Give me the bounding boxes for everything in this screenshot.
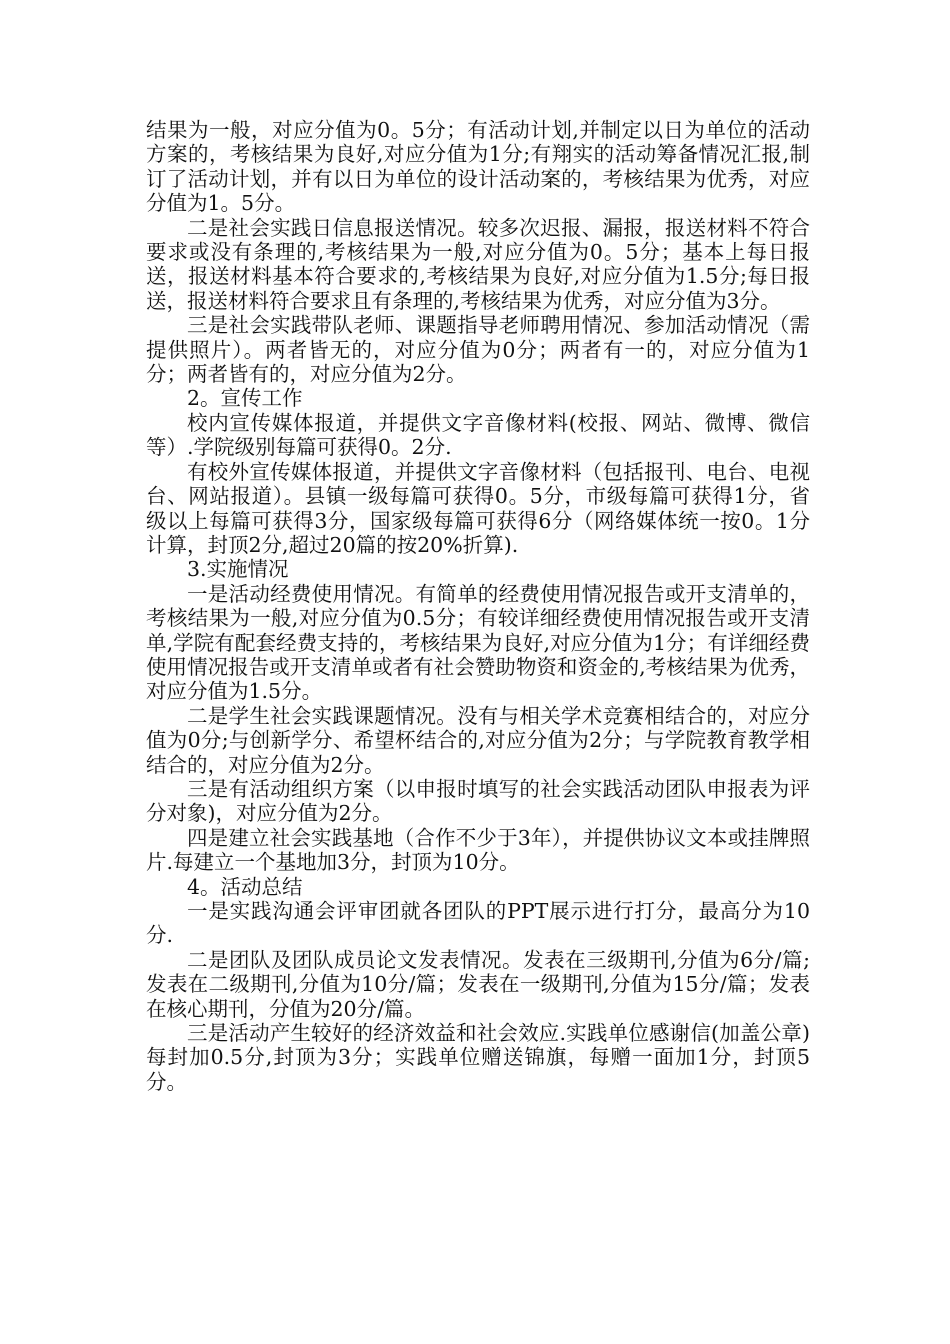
section-heading-implementation: 3.实施情况	[187, 557, 289, 582]
paragraph-social-effect: 三是活动产生较好的经济效益和社会效应.实践单位感谢信(加盖公章)每封加0.5分,封顶为3分；实践单位赠送锦旗，每赠一面加1分，封顶5分。	[146, 1021, 810, 1094]
paragraph-practice-base: 四是建立社会实践基地（合作不少于3年），并提供协议文本或挂牌照片.每建立一个基地加3分，封顶为10分。	[146, 825, 810, 875]
section-heading-publicity: 2。宣传工作	[187, 386, 303, 411]
paragraph-campus-media: 校内宣传媒体报道，并提供文字音像材料(校报、网站、微博、微信等）.学院级别每篇可获得0。2分.	[146, 410, 810, 460]
paragraph-daily-report: 二是社会实践日信息报送情况。较多次迟报、漏报，报送材料不符合要求或没有条理的,考核结果为一般,对应分值为0。5分；基本上每日报送，报送材料基本符合要求的,考核结果为良好,对应分值为1.5分;每日报送，报送材料符合要求且有条理的,考核结果为优秀，对应分值为3分。	[146, 215, 810, 313]
paragraph-external-media: 有校外宣传媒体报道，并提供文字音像材料（包括报刊、电台、电视台、网站报道）。县镇一级每篇可获得0。5分，市级每篇可获得1分，省级以上每篇可获得3分，国家级每篇可获得6分（网络媒体统一按0。1分计算，封顶2分,超过20篇的按20%折算).	[146, 459, 810, 557]
document-page	[146, 118, 810, 1094]
paragraph-research-topic: 二是学生社会实践课题情况。没有与相关学术竞赛相结合的，对应分值为0分;与创新学分、希望杯结合的,对应分值为2分；与学院教育教学相结合的，对应分值为2分。	[146, 703, 810, 777]
paragraph-organization-plan: 三是有活动组织方案（以申报时填写的社会实践活动团队申报表为评分对象)，对应分值为2分。	[146, 776, 810, 826]
paragraph-teacher-hiring: 三是社会实践带队老师、课题指导老师聘用情况、参加活动情况（需提供照片）。两者皆无的，对应分值为0分；两者有一的，对应分值为1分；两者皆有的，对应分值为2分。	[146, 313, 810, 387]
paragraph-paper-publication: 二是团队及团队成员论文发表情况。发表在三级期刊,分值为6分/篇;发表在二级期刊,分值为10分/篇；发表在一级期刊,分值为15分/篇；发表在核心期刊，分值为20分/篇。	[146, 947, 810, 1021]
paragraph-ppt-review: 一是实践沟通会评审团就各团队的PPT展示进行打分，最高分为10分.	[146, 899, 810, 948]
section-heading-summary: 4。活动总结	[187, 874, 303, 899]
paragraph-continued: 结果为一般，对应分值为0。5分；有活动计划,并制定以日为单位的活动方案的，考核结果为良好,对应分值为1分;有翔实的活动筹备情况汇报,制订了活动计划，并有以日为单位的设计活动案的，考核结果为优秀，对应分值为1。5分。	[146, 118, 810, 216]
paragraph-funding: 一是活动经费使用情况。有简单的经费使用情况报告或开支清单的，考核结果为一般,对应分值为0.5分；有较详细经费使用情况报告或开支清单,学院有配套经费支持的，考核结果为良好,对应分值为1分；有详细经费使用情况报告或开支清单或者有社会赞助物资和资金的,考核结果为优秀，对应分值为1.5分。	[146, 581, 810, 704]
